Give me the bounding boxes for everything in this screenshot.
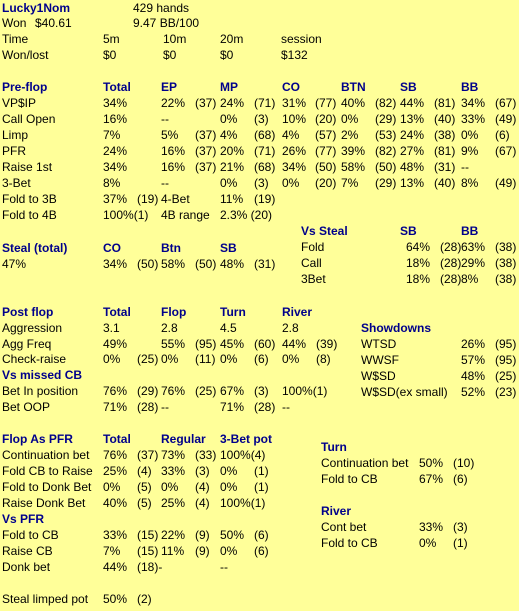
- vs-pfr-cell: 33%: [103, 528, 128, 542]
- preflop-cell: --: [461, 160, 469, 174]
- wonlost-label: Won/lost: [2, 48, 49, 62]
- preflop-cell: 13%: [400, 176, 425, 190]
- river-count: (3): [453, 520, 468, 534]
- vssteal-cell: (38): [495, 240, 517, 254]
- flop-pfr-cell: (3): [195, 464, 210, 478]
- missed-cb-row-label: Bet In position: [2, 384, 79, 398]
- vssteal-cell: 64%: [406, 240, 431, 254]
- preflop-cell: (40): [434, 112, 456, 126]
- preflop-row-label: Call Open: [2, 112, 56, 126]
- time-10m: 10m: [163, 32, 187, 46]
- postflop-cell: 55%: [161, 337, 186, 351]
- showdowns-value: 48%: [461, 369, 486, 383]
- preflop-cell: 20%: [220, 144, 245, 158]
- preflop-cell: 13%: [400, 112, 425, 126]
- preflop-cell: (67): [495, 96, 517, 110]
- preflop-cell: 2%: [341, 128, 359, 142]
- preflop-header: MP: [220, 80, 238, 94]
- missed-cb-cell: 76%: [161, 384, 186, 398]
- postflop-cell: 0%: [161, 352, 179, 366]
- won-value: $40.61: [35, 16, 72, 30]
- preflop-cell: 58%: [341, 160, 366, 174]
- postflop-cell: 49%: [103, 337, 128, 351]
- vs-pfr-cell: --: [220, 560, 228, 574]
- bb100-value: 9.47 BB/100: [133, 16, 200, 30]
- preflop-cell: 10%: [282, 112, 307, 126]
- missed-cb-cell: (25): [195, 384, 217, 398]
- preflop-cell: 48%: [400, 160, 425, 174]
- preflop-cell: 5%: [161, 128, 179, 142]
- preflop-cell: 16%: [161, 144, 186, 158]
- wonlost-10m: $0: [163, 48, 177, 62]
- showdowns-count: (95): [495, 337, 517, 351]
- time-5m: 5m: [103, 32, 120, 46]
- preflop-cell: 9%: [461, 144, 479, 158]
- vs-pfr-cell: 22%: [161, 528, 186, 542]
- flop-pfr-cell: 33%: [161, 464, 186, 478]
- turn-count: (6): [453, 472, 468, 486]
- preflop-cell: (40): [434, 176, 456, 190]
- missed-cb-cell: (28): [254, 400, 276, 414]
- steal-header: Btn: [161, 241, 181, 255]
- vssteal-row-label: Fold: [301, 240, 325, 254]
- vs-pfr-cell: (18)-: [137, 560, 163, 574]
- showdowns-value: 52%: [461, 385, 486, 399]
- postflop-cell: (8): [316, 352, 331, 366]
- preflop-cell: 34%: [282, 160, 307, 174]
- postflop-cell: 0%: [103, 352, 121, 366]
- missed-cb-cell: (28): [137, 400, 159, 414]
- preflop-cell: (50): [315, 160, 337, 174]
- fold3b-count: (19): [137, 192, 159, 206]
- postflop-row-label: Agg Freq: [2, 337, 52, 351]
- time-label: Time: [2, 32, 29, 46]
- vssteal-cell: 18%: [406, 272, 431, 286]
- preflop-cell: 4%: [220, 128, 238, 142]
- river-row-label: Fold to CB: [321, 536, 378, 550]
- wonlost-20m: $0: [220, 48, 234, 62]
- preflop-header: SB: [400, 80, 417, 94]
- preflop-header: Total: [103, 80, 131, 94]
- postflop-cell: 0%: [220, 352, 238, 366]
- flop-pfr-row-label: Fold CB to Raise: [2, 464, 93, 478]
- preflop-header: EP: [161, 80, 178, 94]
- fold4b-value: 100%(1): [103, 208, 149, 222]
- flop-pfr-cell: (33): [195, 448, 217, 462]
- preflop-cell: 31%: [282, 96, 307, 110]
- river-row-label: Cont bet: [321, 520, 367, 534]
- postflop-row-label: Check-raise: [2, 352, 67, 366]
- preflop-cell: 24%: [103, 144, 128, 158]
- preflop-cell: 24%: [400, 128, 425, 142]
- preflop-cell: 34%: [103, 96, 128, 110]
- flop-pfr-cell: 0%: [220, 480, 238, 494]
- postflop-cell: 45%: [220, 337, 245, 351]
- time-session: session: [281, 32, 322, 46]
- flop-pfr-cell: (1): [254, 480, 269, 494]
- flop-pfr-cell: 0%: [161, 480, 179, 494]
- preflop-header: BB: [461, 80, 479, 94]
- preflop-cell: 4%: [282, 128, 300, 142]
- vs-pfr-title: Vs PFR: [2, 512, 45, 526]
- preflop-cell: 0%: [341, 112, 359, 126]
- preflop-cell: (3): [254, 112, 269, 126]
- preflop-row-label: PFR: [2, 144, 26, 158]
- showdowns-count: (23): [495, 385, 517, 399]
- preflop-row-label: 3-Bet: [2, 176, 31, 190]
- vs-pfr-cell: 44%: [103, 560, 128, 574]
- flop-pfr-cell: (4): [195, 496, 210, 510]
- preflop-cell: (53): [375, 128, 397, 142]
- preflop-cell: (81): [434, 144, 456, 158]
- postflop-cell: 2.8: [161, 321, 178, 335]
- preflop-cell: --: [161, 176, 169, 190]
- preflop-cell: (82): [375, 144, 397, 158]
- postflop-cell: 3.1: [103, 321, 120, 335]
- preflop-header: BTN: [341, 80, 366, 94]
- showdowns-row-label: W$SD: [361, 369, 396, 383]
- steal-limped-count: (2): [137, 592, 152, 606]
- preflop-cell: (71): [254, 144, 276, 158]
- preflop-cell: (68): [254, 128, 276, 142]
- postflop-row-label: Aggression: [2, 321, 63, 335]
- preflop-cell: 34%: [461, 96, 486, 110]
- postflop-header: River: [282, 305, 313, 319]
- preflop-cell: (37): [195, 96, 217, 110]
- flop-pfr-cell: (4): [195, 480, 210, 494]
- postflop-cell: 2.8: [282, 321, 299, 335]
- flop-pfr-cell: (1): [254, 464, 269, 478]
- flop-pfr-cell: (5): [137, 480, 152, 494]
- flop-pfr-header: 3-Bet pot: [220, 432, 272, 446]
- flop-pfr-row-label: Raise Donk Bet: [2, 496, 86, 510]
- preflop-cell: (37): [195, 144, 217, 158]
- fold3b-label: Fold to 3B: [2, 192, 57, 206]
- river-count: (1): [453, 536, 468, 550]
- fold3b-value: 37%: [103, 192, 128, 206]
- preflop-row-label: Raise 1st: [2, 160, 53, 174]
- steal-cell: (50): [137, 257, 159, 271]
- hands-count: 429 hands: [133, 1, 190, 15]
- flop-pfr-header: Total: [103, 432, 131, 446]
- vs-pfr-row-label: Donk bet: [2, 560, 51, 574]
- postflop-cell: 0%: [282, 352, 300, 366]
- turn-row-label: Fold to CB: [321, 472, 378, 486]
- vssteal-cell: 29%: [461, 256, 486, 270]
- river-value: 33%: [419, 520, 444, 534]
- postflop-cell: (60): [254, 337, 276, 351]
- preflop-cell: 39%: [341, 144, 366, 158]
- wonlost-session: $132: [281, 48, 308, 62]
- preflop-cell: 27%: [400, 144, 425, 158]
- vs-pfr-cell: 7%: [103, 544, 121, 558]
- preflop-cell: 44%: [400, 96, 425, 110]
- postflop-header: Total: [103, 305, 131, 319]
- preflop-cell: 8%: [461, 176, 479, 190]
- preflop-cell: 16%: [103, 112, 128, 126]
- missed-cb-cell: 100%(1): [282, 384, 328, 398]
- flop-pfr-cell: 73%: [161, 448, 186, 462]
- missed-cb-cell: --: [161, 400, 169, 414]
- steal-header: SB: [220, 241, 237, 255]
- vssteal-cell: (28): [440, 256, 462, 270]
- missed-cb-title: Vs missed CB: [2, 368, 83, 382]
- fourbet-value: 11%: [220, 192, 244, 206]
- vssteal-cell: (38): [495, 272, 517, 286]
- preflop-cell: 0%: [220, 176, 238, 190]
- preflop-cell: 21%: [220, 160, 245, 174]
- postflop-cell: (39): [316, 337, 338, 351]
- flop-pfr-cell: 76%: [103, 448, 128, 462]
- river-title: River: [321, 504, 352, 518]
- vs-pfr-cell: 0%: [220, 544, 238, 558]
- preflop-cell: (31): [434, 160, 456, 174]
- postflop-header: Flop: [161, 305, 187, 319]
- vs-pfr-cell: (15): [137, 544, 159, 558]
- postflop-cell: (11): [195, 352, 216, 366]
- preflop-cell: (67): [495, 144, 517, 158]
- postflop-cell: 44%: [282, 337, 307, 351]
- missed-cb-cell: 67%: [220, 384, 245, 398]
- wonlost-5m: $0: [103, 48, 117, 62]
- preflop-cell: (3): [254, 176, 269, 190]
- preflop-cell: (71): [254, 96, 276, 110]
- preflop-cell: 34%: [103, 160, 128, 174]
- preflop-cell: 0%: [282, 176, 300, 190]
- flop-pfr-row-label: Continuation bet: [2, 448, 90, 462]
- preflop-cell: (37): [195, 128, 217, 142]
- vs-pfr-cell: (9): [195, 528, 210, 542]
- player-name: Lucky1Nom: [2, 1, 71, 15]
- showdowns-value: 57%: [461, 353, 486, 367]
- missed-cb-cell: 71%: [220, 400, 245, 414]
- won-label: Won: [2, 16, 27, 30]
- preflop-row-label: VP$IP: [2, 96, 37, 110]
- flop-pfr-cell: 25%: [103, 464, 128, 478]
- steal-limped-value: 50%: [103, 592, 128, 606]
- vssteal-row-label: Call: [301, 256, 322, 270]
- river-value: 0%: [419, 536, 437, 550]
- flop-pfr-cell: 25%: [161, 496, 186, 510]
- vssteal-row-label: 3Bet: [301, 272, 326, 286]
- flop-pfr-cell: 100%(1): [220, 496, 266, 510]
- turn-count: (10): [453, 456, 475, 470]
- preflop-cell: (57): [315, 128, 337, 142]
- preflop-cell: 40%: [341, 96, 366, 110]
- vssteal-header: BB: [461, 224, 479, 238]
- preflop-cell: 7%: [341, 176, 359, 190]
- flop-pfr-title: Flop As PFR: [2, 432, 73, 446]
- vssteal-cell: (28): [440, 240, 462, 254]
- preflop-cell: 22%: [161, 96, 186, 110]
- preflop-cell: (20): [315, 112, 337, 126]
- fourbet-count: (19): [254, 192, 276, 206]
- time-20m: 20m: [220, 32, 244, 46]
- flop-pfr-cell: (5): [137, 496, 152, 510]
- missed-cb-cell: 71%: [103, 400, 128, 414]
- steal-header: CO: [103, 241, 121, 255]
- postflop-title: Post flop: [2, 305, 54, 319]
- preflop-row-label: Limp: [2, 128, 29, 142]
- steal-cell: (50): [195, 257, 217, 271]
- range-label: 4B range: [161, 208, 210, 222]
- vssteal-cell: 8%: [461, 272, 479, 286]
- showdowns-count: (25): [495, 369, 517, 383]
- flop-pfr-cell: 0%: [220, 464, 238, 478]
- preflop-cell: --: [161, 112, 169, 126]
- vssteal-title: Vs Steal: [301, 224, 348, 238]
- turn-value: 67%: [419, 472, 444, 486]
- flop-pfr-header: Regular: [161, 432, 206, 446]
- preflop-cell: 16%: [161, 160, 186, 174]
- flop-pfr-cell: 100%(4): [220, 448, 266, 462]
- missed-cb-cell: 76%: [103, 384, 128, 398]
- preflop-cell: 0%: [220, 112, 238, 126]
- preflop-title: Pre-flop: [2, 80, 48, 94]
- preflop-cell: (38): [434, 128, 456, 142]
- showdowns-row-label: WTSD: [361, 337, 397, 351]
- postflop-cell: (25): [137, 352, 159, 366]
- showdowns-count: (95): [495, 353, 517, 367]
- vs-pfr-cell: (9): [195, 544, 210, 558]
- flop-pfr-cell: (37): [137, 448, 159, 462]
- steal-title: Steal (total): [2, 241, 68, 255]
- turn-row-label: Continuation bet: [321, 456, 409, 470]
- showdowns-row-label: W$SD(ex small): [361, 385, 448, 399]
- missed-cb-cell: (3): [254, 384, 269, 398]
- vs-pfr-row-label: Fold to CB: [2, 528, 59, 542]
- range-value: 2.3% (20): [220, 208, 273, 222]
- vs-pfr-cell: (6): [254, 528, 269, 542]
- vssteal-cell: 63%: [461, 240, 486, 254]
- vs-pfr-cell: 11%: [161, 544, 185, 558]
- preflop-cell: (6): [495, 128, 510, 142]
- turn-value: 50%: [419, 456, 444, 470]
- preflop-cell: (77): [315, 144, 337, 158]
- postflop-cell: (95): [195, 337, 217, 351]
- turn-title: Turn: [321, 440, 347, 454]
- showdowns-row-label: WWSF: [361, 353, 399, 367]
- steal-cell: 34%: [103, 257, 128, 271]
- preflop-cell: 26%: [282, 144, 307, 158]
- vs-pfr-cell: (15): [137, 528, 159, 542]
- preflop-header: CO: [282, 80, 300, 94]
- preflop-cell: (20): [315, 176, 337, 190]
- preflop-cell: 7%: [103, 128, 121, 142]
- preflop-cell: (49): [495, 112, 517, 126]
- showdowns-value: 26%: [461, 337, 486, 351]
- preflop-cell: (50): [375, 160, 397, 174]
- vssteal-cell: (38): [495, 256, 517, 270]
- fold4b-label: Fold to 4B: [2, 208, 57, 222]
- vssteal-cell: (28): [440, 272, 462, 286]
- flop-pfr-cell: 40%: [103, 496, 128, 510]
- preflop-cell: 8%: [103, 176, 121, 190]
- vssteal-header: SB: [400, 224, 417, 238]
- flop-pfr-cell: (4): [137, 464, 152, 478]
- preflop-cell: (68): [254, 160, 276, 174]
- steal-cell: 58%: [161, 257, 186, 271]
- steal-limped-label: Steal limped pot: [2, 592, 89, 606]
- missed-cb-row-label: Bet OOP: [2, 400, 51, 414]
- preflop-cell: (29): [375, 176, 397, 190]
- preflop-cell: (77): [315, 96, 337, 110]
- flop-pfr-cell: 0%: [103, 480, 121, 494]
- preflop-cell: (29): [375, 112, 397, 126]
- preflop-cell: (82): [375, 96, 397, 110]
- postflop-header: Turn: [220, 305, 246, 319]
- steal-cell: 48%: [220, 257, 245, 271]
- postflop-cell: 4.5: [220, 321, 237, 335]
- preflop-cell: (49): [495, 176, 517, 190]
- missed-cb-cell: --: [282, 400, 290, 414]
- preflop-cell: (37): [195, 160, 217, 174]
- vs-pfr-row-label: Raise CB: [2, 544, 53, 558]
- fourbet-label: 4-Bet: [161, 192, 190, 206]
- preflop-cell: 33%: [461, 112, 486, 126]
- missed-cb-cell: (29): [137, 384, 159, 398]
- preflop-cell: 24%: [220, 96, 245, 110]
- vs-pfr-cell: (6): [254, 544, 269, 558]
- steal-total: 47%: [2, 257, 27, 271]
- vs-pfr-cell: 50%: [220, 528, 245, 542]
- vssteal-cell: 18%: [406, 256, 431, 270]
- showdowns-title: Showdowns: [361, 321, 431, 335]
- preflop-cell: (81): [434, 96, 456, 110]
- postflop-cell: (6): [254, 352, 269, 366]
- preflop-cell: 0%: [461, 128, 479, 142]
- flop-pfr-row-label: Fold to Donk Bet: [2, 480, 92, 494]
- steal-cell: (31): [254, 257, 276, 271]
